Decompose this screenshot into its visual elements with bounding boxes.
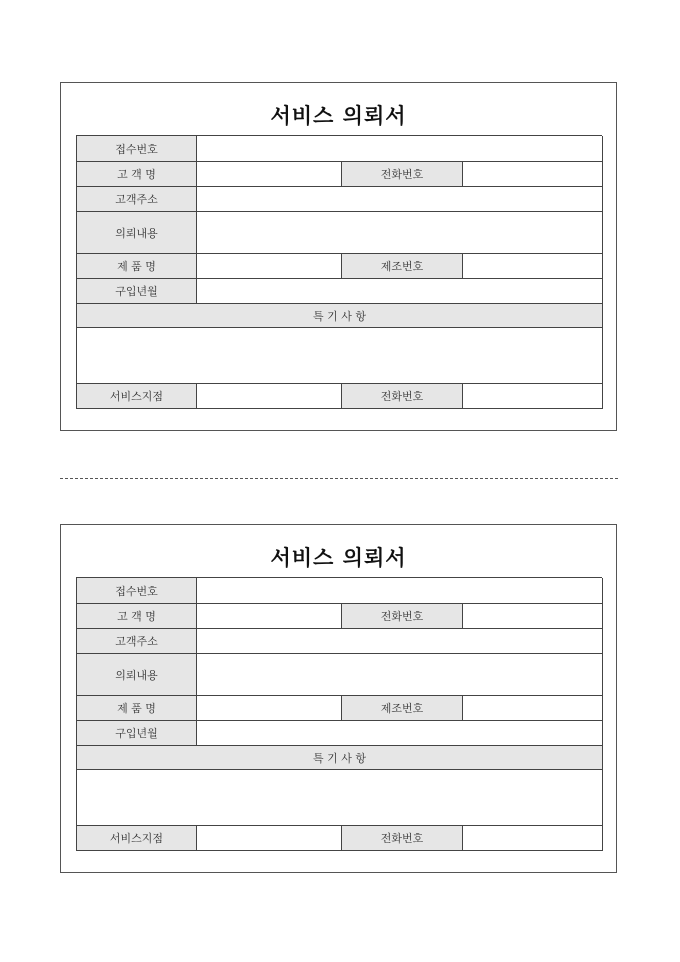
request-details-field[interactable] bbox=[197, 212, 603, 254]
purchase-date-label: 구입년월 bbox=[77, 721, 197, 746]
receipt-number-label: 접수번호 bbox=[77, 136, 197, 162]
purchase-date-field[interactable] bbox=[197, 721, 603, 746]
customer-name-label: 고 객 명 bbox=[77, 604, 197, 629]
request-details-label: 의뢰내용 bbox=[77, 654, 197, 696]
service-branch-label: 서비스지점 bbox=[77, 826, 197, 851]
service-request-form-top bbox=[60, 82, 617, 431]
form-table bbox=[76, 577, 602, 851]
manufacture-number-field[interactable] bbox=[463, 696, 603, 721]
form-title: 서비스 의뢰서 bbox=[270, 103, 407, 128]
branch-phone-label: 전화번호 bbox=[342, 384, 463, 409]
request-details-label: 의뢰내용 bbox=[77, 212, 197, 254]
cut-line-divider bbox=[60, 478, 618, 479]
phone-number-field[interactable] bbox=[463, 162, 603, 187]
customer-name-field[interactable] bbox=[197, 604, 342, 629]
phone-number-label: 전화번호 bbox=[342, 162, 463, 187]
product-name-field[interactable] bbox=[197, 254, 342, 279]
special-notes-label: 특 기 사 항 bbox=[77, 746, 603, 770]
product-name-field[interactable] bbox=[197, 696, 342, 721]
customer-name-field[interactable] bbox=[197, 162, 342, 187]
receipt-number-field[interactable] bbox=[197, 578, 603, 604]
service-branch-field[interactable] bbox=[197, 826, 342, 851]
request-details-field[interactable] bbox=[197, 654, 603, 696]
product-name-label: 제 품 명 bbox=[77, 696, 197, 721]
customer-address-field[interactable] bbox=[197, 187, 603, 212]
branch-phone-field[interactable] bbox=[463, 826, 603, 851]
receipt-number-field[interactable] bbox=[197, 136, 603, 162]
manufacture-number-label: 제조번호 bbox=[342, 254, 463, 279]
service-branch-field[interactable] bbox=[197, 384, 342, 409]
receipt-number-label: 접수번호 bbox=[77, 578, 197, 604]
special-notes-label: 특 기 사 항 bbox=[77, 304, 603, 328]
branch-phone-field[interactable] bbox=[463, 384, 603, 409]
branch-phone-label: 전화번호 bbox=[342, 826, 463, 851]
form-title: 서비스 의뢰서 bbox=[270, 545, 407, 570]
special-notes-field[interactable] bbox=[77, 328, 603, 384]
form-table bbox=[76, 135, 602, 409]
service-request-form-bottom bbox=[60, 524, 617, 873]
customer-address-field[interactable] bbox=[197, 629, 603, 654]
customer-address-label: 고객주소 bbox=[77, 187, 197, 212]
purchase-date-field[interactable] bbox=[197, 279, 603, 304]
special-notes-field[interactable] bbox=[77, 770, 603, 826]
manufacture-number-label: 제조번호 bbox=[342, 696, 463, 721]
product-name-label: 제 품 명 bbox=[77, 254, 197, 279]
manufacture-number-field[interactable] bbox=[463, 254, 603, 279]
customer-address-label: 고객주소 bbox=[77, 629, 197, 654]
customer-name-label: 고 객 명 bbox=[77, 162, 197, 187]
phone-number-label: 전화번호 bbox=[342, 604, 463, 629]
purchase-date-label: 구입년월 bbox=[77, 279, 197, 304]
service-branch-label: 서비스지점 bbox=[77, 384, 197, 409]
phone-number-field[interactable] bbox=[463, 604, 603, 629]
